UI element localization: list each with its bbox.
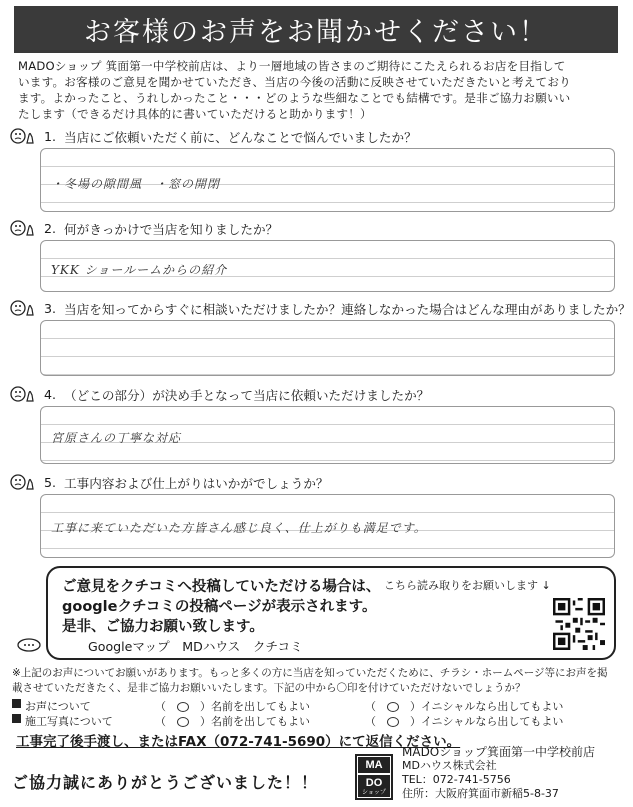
question-4 — [10, 384, 429, 404]
thinking-face-icon — [10, 298, 36, 318]
circle-mark-icon — [177, 702, 189, 712]
consent-row-voice — [12, 698, 563, 714]
shop-address: 住所：大阪府箕面市新稲5-8-37 — [402, 787, 559, 800]
question-text: 工事内容および仕上がりはいかがでしょうか？ — [64, 475, 329, 491]
logo-bottom: DO — [358, 775, 390, 791]
circle-mark-icon — [387, 717, 399, 727]
consent-label: お声について — [25, 700, 91, 713]
bullet-square-icon — [12, 699, 21, 708]
question-text: 当店にご依頼いただく前に、どんなことで悩んでいましたか？ — [64, 129, 417, 145]
consent-row-photos — [12, 713, 563, 729]
thinking-face-icon — [10, 218, 36, 238]
consent-label: 施工写真について — [25, 715, 113, 728]
company-name: MDハウス株式会社 — [402, 759, 497, 772]
review-request-line: googleクチコミの投稿ページが表示されます。 — [62, 599, 377, 615]
question-text: 何がきっかけで当店を知りましたか？ — [64, 221, 279, 237]
consent-option-label: イニシャルなら出してもよい — [421, 715, 564, 728]
notice-text — [12, 666, 622, 696]
question-text: 当店を知ってからすぐに相談いただけましたか？連絡しなかった場合はどんな理由がありましたか？ — [64, 301, 631, 317]
answer-box-5 — [40, 494, 615, 558]
question-3 — [10, 298, 631, 318]
intro-line: たします（できるだけ具体的に書いていただけると助かります！） — [18, 107, 372, 121]
notice-line: ※上記のお声についてお願いがあります。もっと多くの方に当店を知っていただくために、チラシ・ホームページ等にお声を掲 — [12, 667, 608, 679]
intro-line: ます。よかったこと、うれしかったこと・・・どのような些細なことでも結構です。是非ご協力お願いい — [18, 91, 571, 105]
answer-box-3 — [40, 320, 615, 376]
logo-top: MA — [358, 757, 390, 773]
question-number: 5. — [44, 474, 57, 490]
review-request-box — [46, 566, 616, 660]
answer-text: YKK ショールームからの紹介 — [51, 263, 228, 277]
page-title — [14, 6, 618, 53]
thinking-face-icon — [10, 472, 36, 492]
question-2 — [10, 218, 278, 238]
consent-option-name[interactable]: （ ）名前を出してもよい — [155, 700, 310, 713]
question-5 — [10, 472, 329, 492]
consent-option-label: 名前を出してもよい — [211, 715, 310, 728]
bullet-square-icon — [12, 714, 21, 723]
shop-tel: TEL：072-741-5756 — [402, 773, 511, 786]
thinking-face-icon — [10, 384, 36, 404]
page-title-text: お客様のお声をお聞かせください！ — [84, 17, 548, 48]
intro-line: MADOショップ 箕面第一中学校前店は、より一層地域の皆さまのご期待にこたえられるお店を目指して — [18, 59, 566, 73]
notice-line: 載させていただきたく、是非ご協力お願いいたします。下記の中から〇印を付けていただけないでしょうか？ — [12, 682, 526, 694]
consent-option-initial[interactable]: （ ）イニシャルなら出してもよい — [365, 715, 564, 728]
return-instructions: 工事完了後手渡し、またはFAX（072-741-5690）にて返信ください。 — [16, 734, 461, 750]
shop-name: MADOショップ箕面第一中学校前店 — [402, 745, 596, 759]
consent-option-name[interactable]: （ ）名前を出してもよい — [155, 715, 310, 728]
review-request-line: 是非、ご協力お願い致します。 — [62, 619, 264, 635]
question-number: 1. — [44, 128, 57, 144]
consent-option-label: イニシャルなら出してもよい — [421, 700, 564, 713]
question-text: （どこの部分）が決め手となって当店に依頼いただけましたか？ — [64, 387, 430, 403]
question-number: 3. — [44, 300, 57, 316]
answer-box-2 — [40, 240, 615, 292]
speech-bubble-icon — [16, 636, 42, 654]
circle-mark-icon — [177, 717, 189, 727]
answer-text: ・冬場の隙間風 ・窓の開閉 — [51, 177, 221, 191]
question-1 — [10, 126, 417, 146]
answer-box-4 — [40, 406, 615, 464]
thinking-face-icon — [10, 126, 36, 146]
question-number: 2. — [44, 220, 57, 236]
shop-info — [402, 745, 595, 801]
qr-instruction: こちら読み取りをお願いします ↓ — [384, 579, 551, 592]
thank-you-message: ご協力誠にありがとうございました！！ — [12, 773, 319, 792]
qr-code-icon[interactable] — [553, 598, 605, 650]
search-keywords: Googleマップ MDハウス クチコミ — [88, 639, 303, 654]
logo-foot: ショップ — [358, 789, 390, 797]
review-request-heading: ご意見をクチコミへ投稿していただける場合は、 — [62, 579, 381, 595]
intro-text — [18, 58, 618, 122]
answer-text: 宮原さんの丁寧な対応 — [51, 431, 182, 445]
mado-shop-logo — [355, 754, 393, 800]
question-number: 4. — [44, 386, 57, 402]
consent-option-label: 名前を出してもよい — [211, 700, 310, 713]
intro-line: います。お客様のご意見を聞かせていただき、当店の今後の活動に反映させていただきたいと考えており — [18, 75, 571, 89]
answer-text: 工事に来ていただいた方皆さん感じ良く、仕上がりも満足です。 — [51, 521, 427, 535]
consent-option-initial[interactable]: （ ）イニシャルなら出してもよい — [365, 700, 564, 713]
circle-mark-icon — [387, 702, 399, 712]
answer-box-1 — [40, 148, 615, 212]
